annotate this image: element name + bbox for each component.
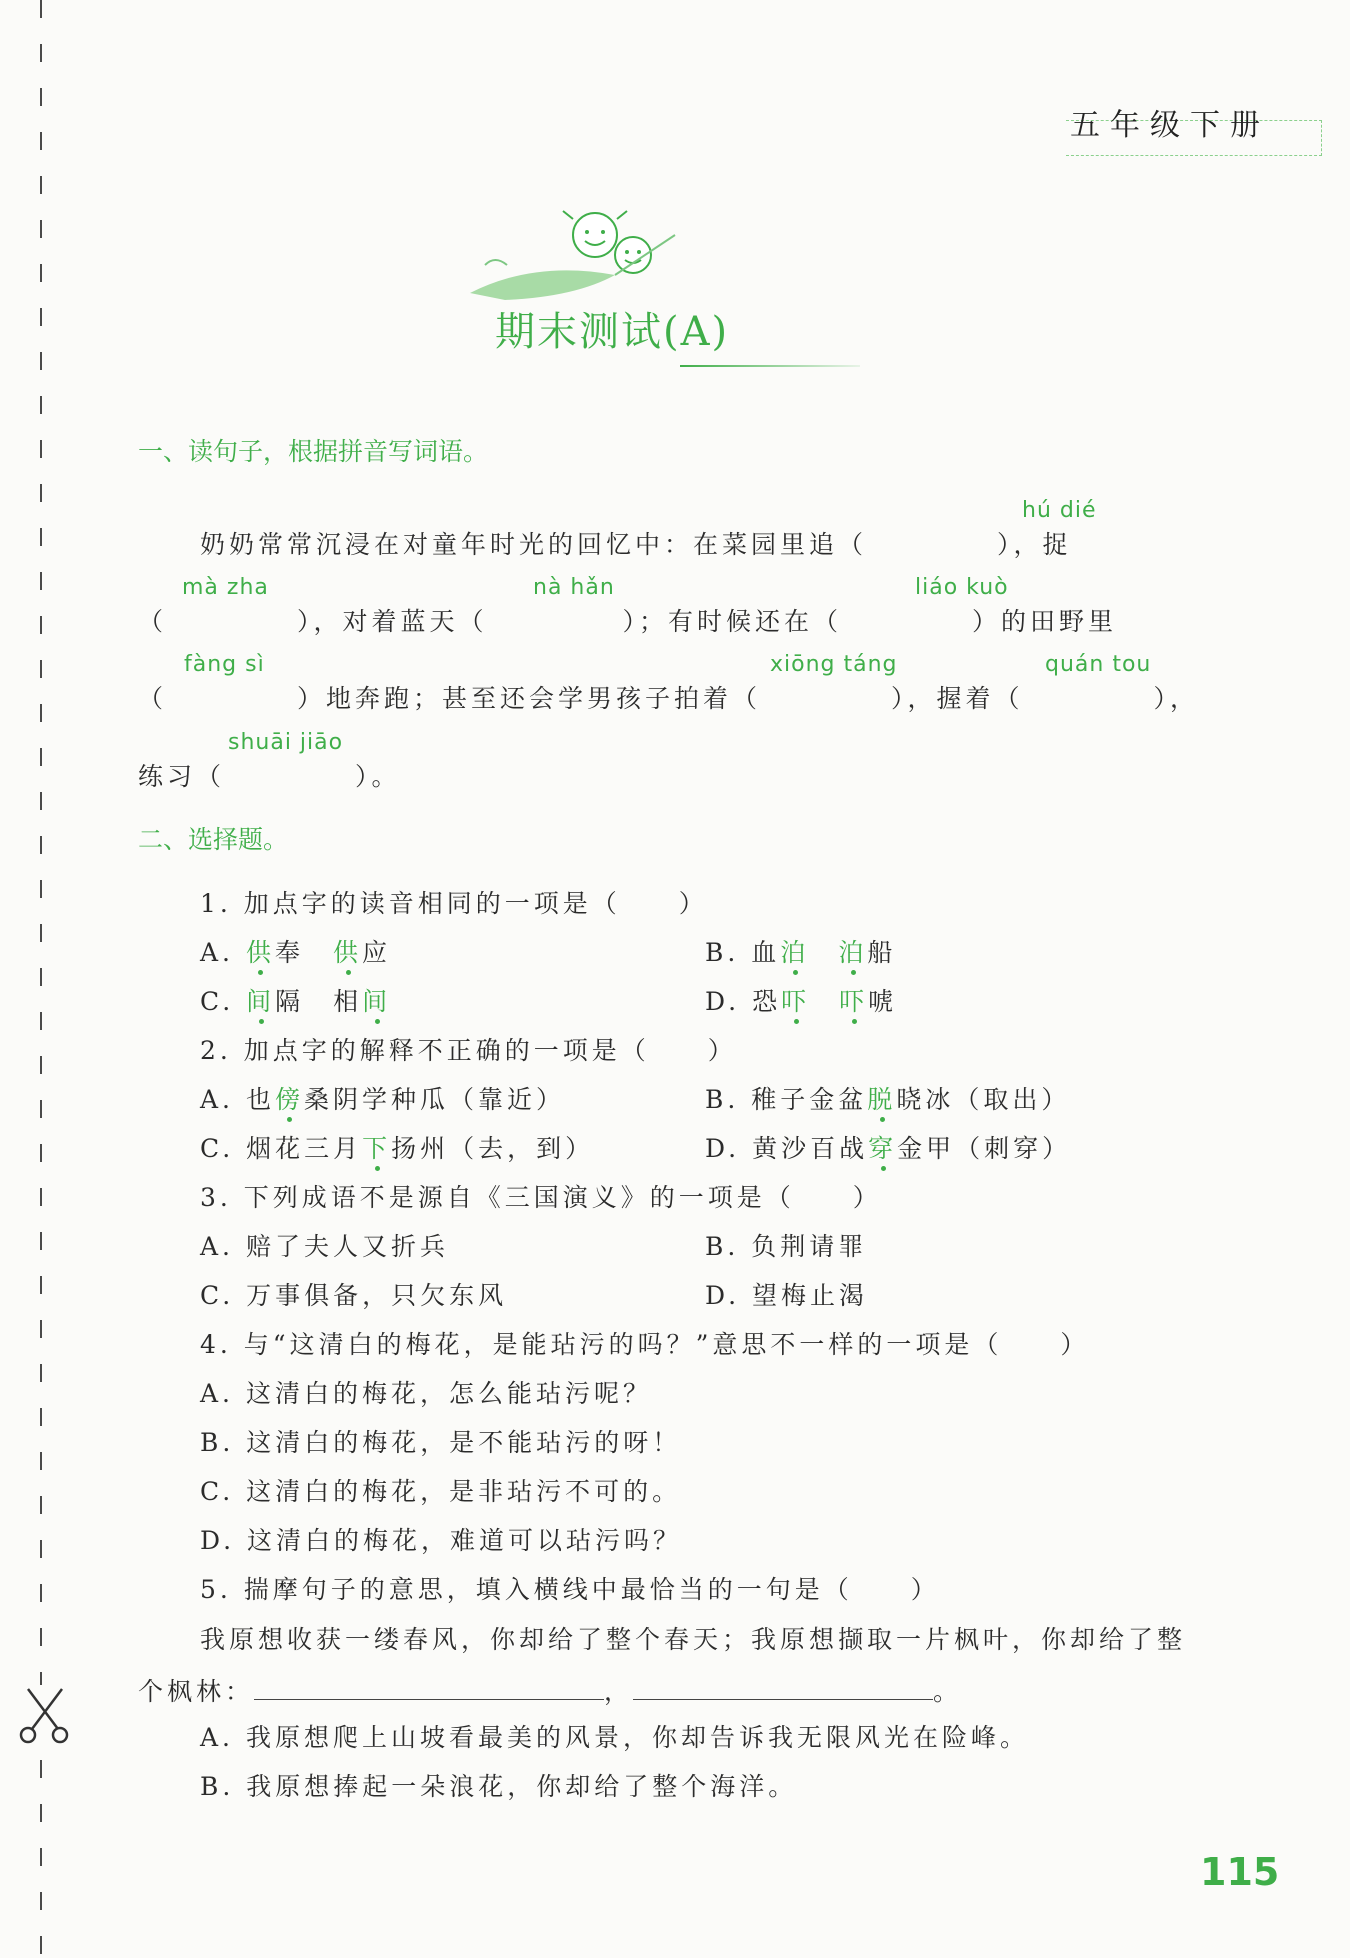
q5-option-b[interactable]: B. 我原想捧起一朵浪花，你却给了整个海洋。: [200, 1772, 798, 1801]
opt-post: 晓冰（取出）: [896, 1085, 1071, 1114]
line3-c: ），握着（: [891, 684, 1024, 713]
opt-mid: 奉: [274, 938, 333, 967]
line2-a: （: [138, 607, 168, 636]
question-1: 1. 加点字的读音相同的一项是（ ）: [200, 889, 708, 918]
dotted-char: 下: [362, 1129, 391, 1165]
opt-mid: 隔 相: [275, 987, 363, 1016]
q2-option-d[interactable]: [705, 1129, 1071, 1165]
opt-post: 桑阴学种瓜（靠近）: [304, 1085, 566, 1114]
line2-d: ）的田野里: [972, 607, 1118, 636]
opt-pre: 也: [245, 1085, 275, 1114]
sentence-line-2: [138, 602, 1117, 638]
line2-b: ），对着蓝天（: [297, 607, 488, 636]
dotted-char: 泊: [838, 933, 867, 969]
q5-period: 。: [933, 1677, 963, 1706]
opt-mid: [809, 938, 838, 967]
opt-label: B.: [705, 938, 740, 967]
opt-pre: 稚子金盆: [751, 1085, 868, 1114]
line1-text: 奶奶常常沉浸在对童年时光的回忆中：在菜园里追（: [200, 530, 868, 559]
q2-option-b[interactable]: [705, 1080, 1070, 1116]
q1-option-d[interactable]: [705, 982, 897, 1018]
line3-b: ）地奔跑；甚至还会学男孩子拍着（: [297, 684, 762, 713]
sentence-line-4: [138, 757, 401, 793]
q4-option-b[interactable]: B. 这清白的梅花，是不能玷污的呀！: [200, 1428, 682, 1457]
q5-comma: ，: [604, 1677, 634, 1706]
opt-post: 扬州（去，到）: [391, 1134, 595, 1163]
opt-post: 船: [867, 938, 897, 967]
q5-passage-line-1: 我原想收获一缕春风，你却给了整个春天；我原想撷取一片枫叶，你却给了整: [200, 1625, 1187, 1654]
pinyin-2: mà zha: [182, 575, 269, 600]
opt-post: 唬: [868, 987, 898, 1016]
q5-passage-line-2: [138, 1672, 962, 1708]
line4-a: 练习（: [138, 762, 226, 791]
sentence-line-3: [138, 679, 1199, 715]
q3-option-d[interactable]: D. 望梅止渴: [705, 1281, 869, 1310]
dotted-char: 供: [246, 933, 275, 969]
line4-b: ）。: [355, 762, 401, 791]
q4-option-d[interactable]: D. 这清白的梅花，难道可以玷污吗？: [200, 1526, 683, 1555]
dotted-char: 傍: [275, 1080, 304, 1116]
pinyin-1: hú dié: [1022, 498, 1097, 523]
dotted-char: 供: [333, 933, 362, 969]
pinyin-4: liáo kuò: [915, 575, 1009, 600]
q1-option-c[interactable]: [200, 982, 391, 1018]
pinyin-3: nà hǎn: [533, 575, 615, 600]
question-3: 3. 下列成语不是源自《三国演义》的一项是（ ）: [200, 1183, 882, 1212]
sentence-line-1: [200, 525, 1072, 561]
line2-c: ）；有时候还在（: [622, 607, 843, 636]
opt-pre: 黄沙百战: [752, 1134, 869, 1163]
opt-label: A.: [200, 1085, 235, 1114]
grade-label: 五年级下册: [1070, 108, 1270, 143]
kids-illustration: [465, 205, 695, 309]
pinyin-5: fàng sì: [184, 652, 265, 677]
pinyin-7: quán tou: [1045, 652, 1152, 677]
q4-option-a[interactable]: A. 这清白的梅花，怎么能玷污呢？: [200, 1379, 652, 1408]
pinyin-8: shuāi jiāo: [228, 730, 344, 755]
opt-post: 金甲（刺穿）: [897, 1134, 1072, 1163]
q2-option-c[interactable]: [200, 1129, 594, 1165]
q3-option-b[interactable]: B. 负荆请罪: [705, 1232, 868, 1261]
opt-pre: 烟花三月: [246, 1134, 363, 1163]
opt-label: C.: [200, 1134, 235, 1163]
title-underline: [680, 365, 860, 367]
section1-heading: 一、读句子，根据拼音写词语。: [138, 437, 489, 466]
opt-pre: 恐: [752, 987, 782, 1016]
q5-blank-1[interactable]: [254, 1699, 604, 1700]
scissors-icon: [14, 1685, 74, 1745]
question-4: 4. 与“这清白的梅花，是能玷污的吗？”意思不一样的一项是（ ）: [200, 1330, 1090, 1359]
q5-line2-text: 个枫林：: [138, 1677, 255, 1706]
section2-heading: 二、选择题。: [138, 825, 289, 854]
opt-pre: 血: [751, 938, 781, 967]
line3-a: （: [138, 684, 168, 713]
opt-mid: [810, 987, 839, 1016]
question-5: 5. 揣摩句子的意思，填入横线中最恰当的一句是（ ）: [200, 1575, 940, 1604]
dotted-char: 吓: [781, 982, 810, 1018]
dotted-char: 穿: [868, 1129, 897, 1165]
line3-d: ），: [1153, 684, 1200, 713]
dotted-char: 间: [362, 982, 391, 1018]
opt-post: 应: [362, 938, 392, 967]
page-title: 期末测试(A): [495, 309, 730, 355]
q5-blank-2[interactable]: [633, 1699, 933, 1700]
dotted-char: 吓: [839, 982, 868, 1018]
q2-option-a[interactable]: [200, 1080, 565, 1116]
opt-label: D.: [705, 987, 741, 1016]
opt-label: D.: [705, 1134, 741, 1163]
opt-label: A.: [200, 938, 235, 967]
dotted-char: 泊: [780, 933, 809, 969]
opt-label: C.: [200, 987, 235, 1016]
line1-end: ），捉: [997, 530, 1072, 559]
opt-label: B.: [705, 1085, 740, 1114]
q1-option-b[interactable]: [705, 933, 896, 969]
q5-option-a[interactable]: A. 我原想爬上山坡看最美的风景，你却告诉我无限风光在险峰。: [200, 1723, 1029, 1752]
dotted-char: 脱: [867, 1080, 896, 1116]
pinyin-6: xiōng táng: [770, 652, 898, 677]
cut-line: [40, 0, 42, 1958]
page-number: 115: [1200, 1850, 1280, 1894]
q4-option-c[interactable]: C. 这清白的梅花，是非玷污不可的。: [200, 1477, 682, 1506]
q3-option-c[interactable]: C. 万事俱备，只欠东风: [200, 1281, 508, 1310]
dotted-char: 间: [246, 982, 275, 1018]
q1-option-a[interactable]: [200, 933, 391, 969]
question-2: 2. 加点字的解释不正确的一项是（ ）: [200, 1036, 737, 1065]
q3-option-a[interactable]: A. 赔了夫人又折兵: [200, 1232, 449, 1261]
